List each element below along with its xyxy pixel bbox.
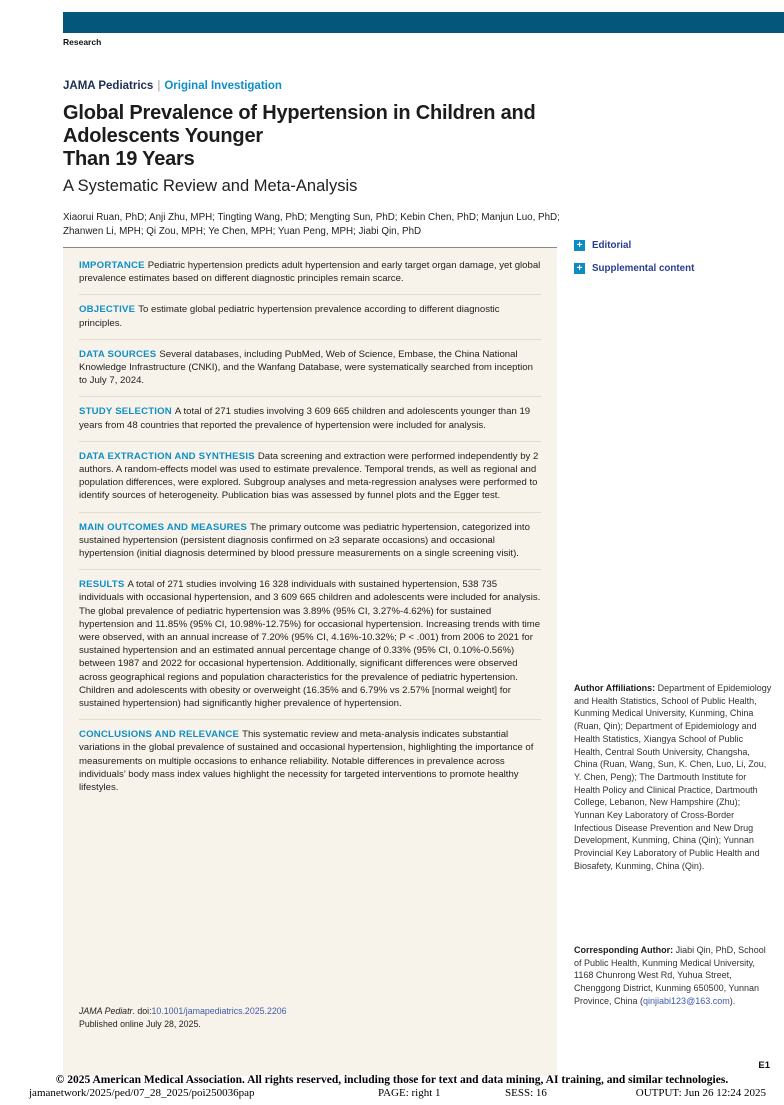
abstract-label-results: RESULTS — [79, 579, 125, 591]
corresponding-author-email-link[interactable]: qinjiabi123@163.com — [643, 995, 730, 1006]
abstract-label-data-extraction: DATA EXTRACTION AND SYNTHESIS — [79, 450, 255, 462]
abstract-text-conclusions: This systematic review and meta-analysis indicates substantial variations in the global prevalence of sustained and occasional hypertension, highlighting the importance of measurements on multiple occasions to enhance reliability. Notable differences in prevalence across individuals’ body mass index values highlight the necessity for targeted interventions to promote healthy lifestyles. — [79, 729, 534, 794]
author-list-line2: Zhanwen Li, MPH; Qi Zou, MPH; Ye Chen, MPH; Yuan Peng, MPH; Jiabi Qin, PhD — [63, 225, 422, 237]
abstract-box — [63, 247, 557, 1076]
abstract-label-study-selection: STUDY SELECTION — [79, 406, 172, 418]
article-subtitle: A Systematic Review and Meta-Analysis — [63, 177, 358, 195]
plus-icon: + — [574, 240, 585, 251]
supplemental-link-label: Supplemental content — [592, 263, 695, 274]
abstract-text-objective: To estimate global pediatric hypertension prevalence according to different diagnostic principles. — [79, 304, 500, 329]
article-header — [63, 80, 583, 238]
journal-name: JAMA Pediatrics — [63, 80, 154, 92]
abstract-label-main-outcomes: MAIN OUTCOMES AND MEASURES — [79, 521, 247, 533]
abstract-text-study-selection: A total of 271 studies involving 3 609 665 children and adolescents younger than 19 years from 48 countries that reported the prevalence of hypertension were included for analysis. — [79, 406, 531, 431]
abstract-label-data-sources: DATA SOURCES — [79, 348, 157, 360]
editorial-link-label: Editorial — [592, 240, 632, 251]
article-title-line1: Global Prevalence of Hypertension in Children and Adolescents Younger — [63, 102, 536, 147]
supplemental-content-link[interactable] — [574, 263, 774, 274]
abstract-text-results: A total of 271 studies involving 16 328 individuals with sustained hypertension, 538 735 individuals with occasional hypertension, and 3 609 665 children and adolescents were included for analysis. The global prevalence of pediatric hypertension was 3.89% (95% CI, 3.27%-4.62%) for sustained hypertension and 11.85% (95% CI, 10.98%-12.75%) for occasional hypertension. Increasing trends with time were observed, with an annual increase of 7.20% (95% CI, 4.16%-10.32%; P < .001) from 2006 to 2021 for sustained hypertension and an estimated annual percentage change of 0.33% (95% CI, 0.10%-0.56%) between 1987 and 2022 for occasional hypertension. Additionally, significant differences were observed across geographical regions and population characteristics for the prevalence of pediatric hypertension. Children and adolescents with obesity or overweight (16.35% and 6.79% vs 2.57% [normal weight] for sustained hypertension) had significantly higher prevalence of hypertension. — [79, 579, 541, 710]
journal-separator: | — [157, 80, 161, 92]
abstract-label-objective: OBJECTIVE — [79, 304, 136, 316]
abstract-section-results — [79, 569, 541, 710]
corresponding-author-text: Jiabi Qin, PhD, School of Public Health, Kunming Medical University, 1168 Chunrong West Rd, Yuhua Street, Chenggong District, Kunming 650500, Yunnan Province, China ( — [574, 945, 766, 1006]
abstract-section-objective — [79, 294, 541, 329]
abstract-text-data-sources: Several databases, including PubMed, Web of Science, Embase, the China National Knowledge Infrastructure (CNKI), and the Wanfang Database, were systematically searched from inception to July 7, 2024. — [79, 348, 533, 387]
abstract-section-importance — [79, 259, 541, 285]
section-kicker: Research — [63, 37, 102, 47]
citation-published-line: Published online July 28, 2025. — [79, 1018, 201, 1029]
corresponding-author — [574, 944, 772, 1008]
author-list-line1: Xiaorui Ruan, PhD; Anji Zhu, MPH; Tingting Wang, PhD; Mengting Sun, PhD; Kebin Chen, PhD; Manjun Luo, PhD; — [63, 212, 560, 223]
abstract-section-data-extraction — [79, 441, 541, 503]
production-session: SESS: 16 — [505, 1087, 547, 1099]
abstract-label-conclusions: CONCLUSIONS AND RELEVANCE — [79, 729, 240, 741]
abstract-text-main-outcomes: The primary outcome was pediatric hypertension, categorized into sustained hypertension (persistent diagnosis confirmed on ≥3 separate occasions) and occasional hypertension (initial diagnosis determined by blood pressure measurements on a single screening visit). — [79, 521, 530, 560]
journal-line — [63, 80, 583, 92]
citation-line — [79, 1005, 287, 1018]
article-citation — [79, 1005, 287, 1030]
citation-journal-abbrev: JAMA Pediatr — [79, 1006, 133, 1016]
citation-doi-prefix: . doi: — [132, 1006, 152, 1016]
article-title — [63, 102, 583, 171]
abstract-label-importance: IMPORTANCE — [79, 260, 145, 271]
abstract-section-data-sources — [79, 339, 541, 388]
author-affiliations-label: Author Affiliations: — [574, 683, 656, 693]
abstract-section-study-selection — [79, 396, 541, 431]
production-slug: jamanetwork/2025/ped/07_28_2025/poi250036pap — [29, 1087, 255, 1099]
copyright-notice: © 2025 American Medical Association. All rights reserved, including those for text and data mining, AI training, and similar technologies. — [55, 1074, 729, 1086]
plus-icon: + — [574, 263, 585, 274]
related-content-links — [574, 240, 774, 286]
page-number: E1 — [758, 1060, 770, 1071]
abstract-text-importance: Pediatric hypertension predicts adult hypertension and early target organ damage, yet global prevalence estimates based on different diagnostic principles remain scarce. — [79, 260, 541, 285]
editorial-link[interactable] — [574, 240, 774, 251]
production-page-info: PAGE: right 1 — [378, 1087, 441, 1099]
abstract-section-main-outcomes — [79, 512, 541, 561]
production-output-timestamp: OUTPUT: Jun 26 12:24 2025 — [635, 1087, 766, 1099]
article-title-line2: Than 19 Years — [63, 148, 195, 170]
author-affiliations — [574, 682, 772, 873]
corresponding-author-suffix: ). — [729, 995, 736, 1006]
abstract-section-conclusions — [79, 719, 541, 794]
corresponding-author-label: Corresponding Author: — [574, 945, 674, 955]
masthead-bar — [63, 12, 784, 33]
abstract-text-data-extraction: Data screening and extraction were performed independently by 2 authors. A random-effects model was used to estimate prevalence. Temporal trends, as well as regional and population differences, were explored. Subgroup analyses and meta-regression analyses were performed to identify sources of heterogeneity. Publication bias was assessed by funnel plots and the Egger test. — [79, 450, 539, 502]
article-type-link[interactable]: Original Investigation — [164, 80, 282, 92]
author-affiliations-text: Department of Epidemiology and Health Statistics, School of Public Health, Kunming Medical University, Kunming, China (Ruan, Qin); Department of Epidemiology and Health Statistics, Xiangya School of Public Health, Central South University, Changsha, China (Ruan, Wang, Sun, K. Chen, Luo, Li, Zou, Y. Chen, Peng); The Dartmouth Institute for Health Policy and Clinical Practice, Dartmouth College, Lebanon, New Hampshire (Zhu); Yunnan Key Laboratory of Cross-Border Infectious Disease Prevention and New Drug Development, Kunming, China (Qin); Yunnan Provincial Key Laboratory of Public Health and Biosafety, Kunming, China (Qin). — [574, 683, 772, 871]
citation-doi-link[interactable]: 10.1001/jamapediatrics.2025.2206 — [151, 1006, 287, 1016]
author-list — [63, 211, 583, 238]
